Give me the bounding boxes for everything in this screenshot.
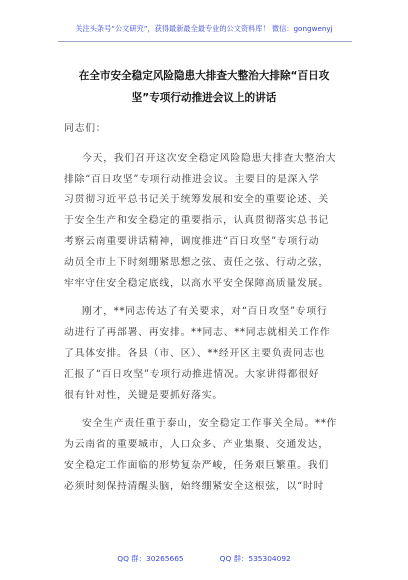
paragraph-line: 动员全市上下时刻绷紧思想之弦、责任之弦、行动之弦，	[64, 256, 329, 268]
qq-group-2: QQ 群：535304092	[219, 554, 291, 563]
paragraph-line: 今天，我们召开这次安全稳定风险隐患大排查大整治大	[82, 152, 337, 164]
document-title	[54, 65, 354, 109]
paragraph-line: 汇报了“百日攻坚”专项行动推进情况。大家讲得都很好	[64, 368, 320, 380]
paragraph-line: 刚才，**同志传达了有关要求，对“百日攻坚”专项行	[82, 306, 328, 318]
paragraph-2	[64, 302, 356, 406]
paragraph-1	[64, 149, 356, 295]
paragraph-line: 牢牢守住安全稳定底线，以高水平安全保障高质量发展。	[64, 277, 329, 289]
salutation: 同志们：	[64, 123, 107, 134]
paragraph-line: 排除“百日攻坚”专项行动推进会议。主要目的是深入学	[64, 173, 320, 185]
paragraph-line: 安全生产责任重于泰山，安全稳定工作事关全局。**作	[82, 418, 338, 430]
paragraph-line: 动进行了再部署、再安排。**同志、**同志就相关工作作	[64, 327, 331, 339]
title-line-2: 坚”专项行动推进会议上的讲话	[131, 92, 277, 104]
paragraph-line: 考察云南重要讲话精神，调度推进“百日攻坚”专项行动	[64, 235, 320, 247]
promo-footer	[0, 553, 408, 564]
document-body	[64, 119, 356, 506]
paragraph-line: 于安全生产和安全稳定的重要指示，认真贯彻落实总书记	[64, 215, 329, 227]
paragraph-3	[64, 414, 356, 497]
header-divider	[58, 41, 352, 42]
paragraph-line: 安全稳定工作面临的形势复杂严峻，任务艰巨繁重。我们	[64, 459, 329, 471]
paragraph-line: 很有针对性，关键是要抓好落实。	[64, 389, 223, 401]
title-line-1: 在全市安全稳定风险隐患大排查大整治大排除“百日攻	[78, 70, 330, 82]
paragraph-line: 习贯彻习近平总书记关于统筹发展和安全的重要论述、关	[64, 194, 329, 206]
paragraph-line: 为云南省的重要城市，人口众多、产业集聚、交通发达，	[64, 439, 329, 451]
paragraph-line: 了具体安排。各县（市、区）、**经开区主要负责同志也	[64, 347, 325, 359]
promo-header: 关注头条号“公文研究”，获得最新最全最专业的公文资料库！ 微信：gongwenyj	[75, 24, 333, 33]
paragraph-line: 必须时刻保持清醒头脑，始终绷紧安全这根弦，以“时时	[64, 480, 325, 492]
qq-group-1: QQ 群：30265665	[117, 554, 184, 563]
